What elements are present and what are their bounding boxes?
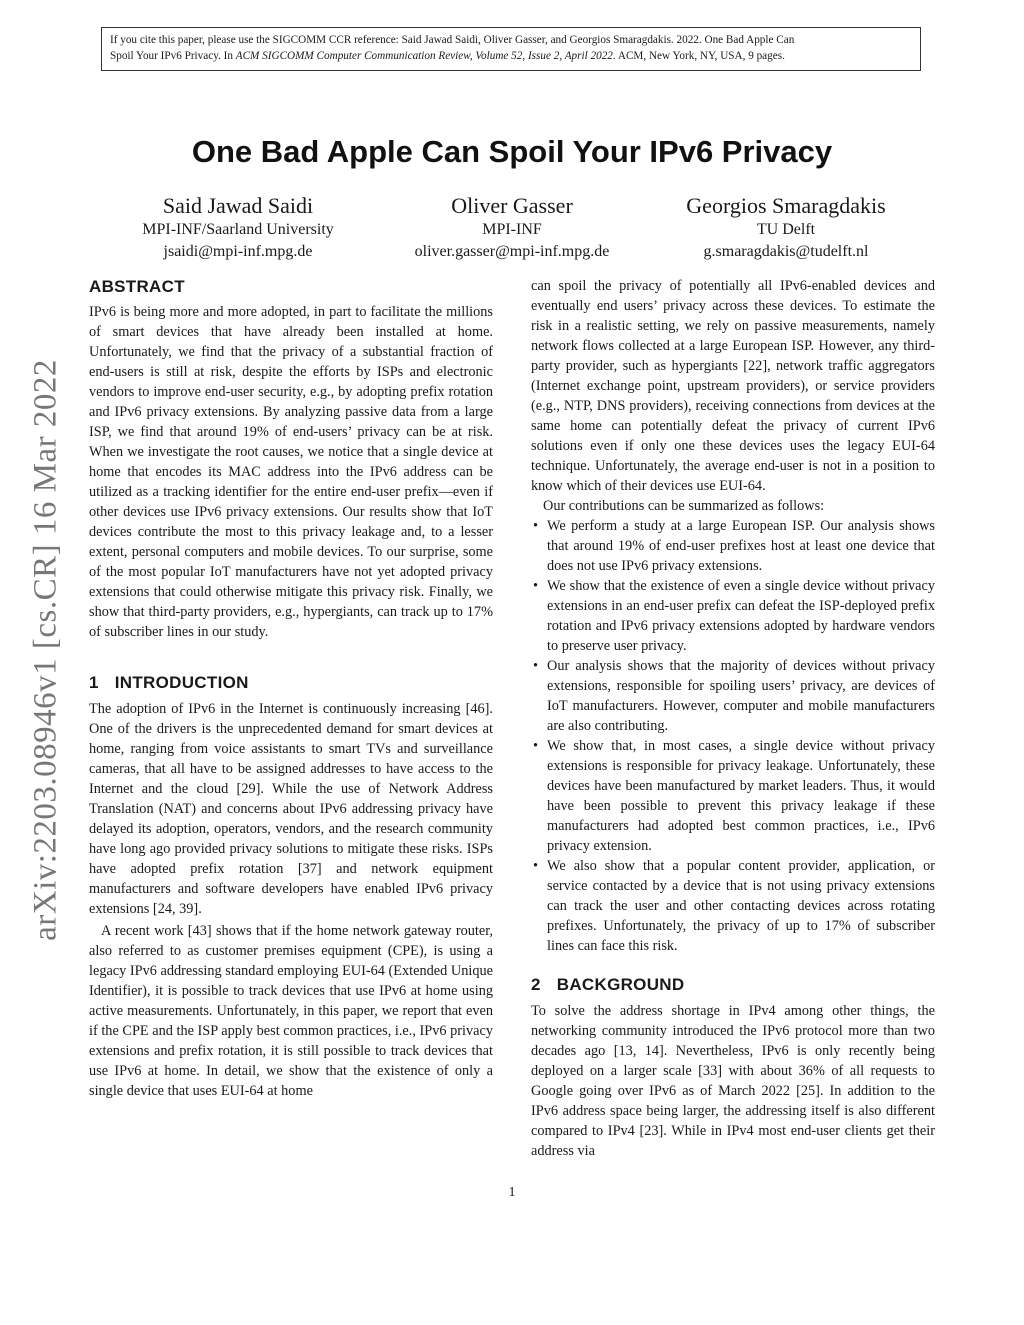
- intro-paragraph-1: The adoption of IPv6 in the Internet is continuously increasing [46]. One of the drivers is the unprecedented demand for smart devices at home, ranging from voice assistants to smart TVs and surveillance cameras, that all have to be assigned addresses to have access to the Internet and the cloud [29]. While the use of Network Address Translation (NAT) and concerns about IPv6 addressing privacy have delayed its adoption, operators, vendors, and the research community have long ago provided privacy solutions to mitigate these risks. ISPs have adopted prefix rotation [37] and network equipment manufacturers and software developers have enabled IPv6 privacy extensions [24, 39].: [89, 701, 493, 917]
- citation-line2-post: . ACM, New York, NY, USA, 9 pages.: [612, 50, 785, 62]
- section-title: BACKGROUND: [556, 975, 685, 994]
- author-email: jsaidi@mpi-inf.mpg.de: [163, 243, 313, 260]
- section-number: 2: [531, 975, 541, 994]
- intro-paragraph-2-continued: can spoil the privacy of potentially all IPv6-enabled devices and eventually end users’ privacy across these devices. To estimate the risk in a realistic setting, we rely on passive measurements, namely network flows collected at a large European ISP. However, any third-party provider, such as hypergiants [22], network traffic aggregators (Internet exchange point, upstream providers), or service providers (e.g., NTP, DNS providers), receiving connections from devices at the same home can potentially defeat the privacy of current IPv6 solutions even if only one these devices uses the legacy EUI-64 technique. Unfortunately, the average end-user is not in a position to know which of their devices use EUI-64.: [531, 278, 935, 494]
- author-block-2: [362, 193, 662, 263]
- paper-title: One Bad Apple Can Spoil Your IPv6 Privacy: [191, 134, 833, 169]
- section-title: INTRODUCTION: [114, 673, 249, 692]
- list-item: • Our analysis shows that the majority of devices without privacy extensions, responsible for spoiling users’ privacy, are devices of IoT manufacturers. However, computer and mobile manufacturers are also contributing.: [533, 658, 935, 734]
- right-column: [531, 276, 935, 1161]
- contributions-intro: Our contributions can be summarized as follows:: [543, 498, 825, 514]
- author-email: g.smaragdakis@tudelft.nl: [703, 243, 869, 260]
- arxiv-stamp: arXiv:2203.08946v1 [cs.CR] 16 Mar 2022: [27, 359, 64, 941]
- contributions-list: [531, 516, 935, 956]
- list-item: • We show that the existence of even a single device without privacy extensions in an end-user prefix can defeat the ISP-deployed prefix rotation and IPv6 privacy extensions adopted by hardware vendors to preserve user privacy.: [533, 578, 935, 654]
- citation-line2-pre: Spoil Your IPv6 Privacy. In: [110, 50, 236, 62]
- author-affiliation: MPI-INF/Saarland University: [142, 221, 334, 238]
- page-number: 1: [508, 1185, 516, 1200]
- introduction-heading: [89, 672, 493, 694]
- section-number: 1: [89, 673, 99, 692]
- abstract-heading: ABSTRACT: [89, 277, 185, 296]
- abstract-text: IPv6 is being more and more adopted, in part to facilitate the millions of smart devices that have already been installed at home. Unfortunately, we find that the privacy of a substantial fraction of end-users is still at risk, despite the efforts by ISPs and electronic vendors to improve end-user security, e.g., by adopting prefix rotation and IPv6 privacy extensions. By analyzing passive data from a large ISP, we find that around 19% of end-users’ privacy can be at risk. When we investigate the root causes, we notice that a single device at home that encodes its MAC address into the IPv6 address can be utilized as a tracking identifier for the entire end-user prefix—even if other devices use IPv6 privacy extensions. Our results show that IoT devices contribute the most to this privacy leakage and, to a lesser extent, personal computers and mobile devices. To our surprise, some of the most popular IoT manufacturers have not yet adopted privacy extensions that could otherwise mitigate this privacy risk. Finally, we show that third-party providers, e.g., hypergiants, can track up to 17% of subscriber lines in our study.: [89, 304, 493, 640]
- intro-paragraph-2: A recent work [43] shows that if the home network gateway router, also referred to as customer premises equipment (CPE), is using a legacy IPv6 addressing standard employing EUI-64 (Extended Unique Identifier), it is possible to track devices that use IPv6 at home using active measurements. Unfortunately, in this paper, we report that even if the CPE and the ISP apply best common practices, i.e., IPv6 privacy extensions and prefix rotation, it is still possible to track devices that use IPv6 at home. In detail, we show that the existence of only a single device that uses EUI-64 at home: [89, 923, 493, 1099]
- citation-box: [101, 27, 921, 71]
- author-name: Oliver Gasser: [451, 193, 573, 218]
- author-block-3: [636, 193, 936, 263]
- author-affiliation: MPI-INF: [482, 221, 542, 238]
- background-heading: [531, 974, 935, 996]
- author-affiliation: TU Delft: [756, 221, 816, 238]
- list-item: • We also show that a popular content provider, application, or service contacted by a device that is not using privacy extensions can track the user and other contacting devices across rotating prefixes. Unfortunately, the privacy of up to 17% of subscriber lines can face this risk.: [533, 858, 935, 954]
- citation-line1: If you cite this paper, please use the SIGCOMM CCR reference: Said Jawad Saidi, Oliver Gasser, and Georgios Smaragdakis. 2022. One Bad Apple Can: [110, 34, 795, 46]
- author-name: Georgios Smaragdakis: [686, 193, 886, 218]
- background-text: To solve the address shortage in IPv4 among other things, the networking community introduced the IPv6 protocol more than two decades ago [13, 14]. Nevertheless, IPv6 is only recently being deployed on a larger scale [33] with about 36% of all requests to Google going over IPv6 as of March 2022 [25]. In addition to the IPv6 address space being larger, the addressing itself is also different compared to IPv4 [23]. While in IPv4 most end-user clients get their address via: [531, 1003, 935, 1159]
- citation-venue: ACM SIGCOMM Computer Communication Review, Volume 52, Issue 2, April 2022: [235, 50, 613, 62]
- list-item: • We perform a study at a large European ISP. Our analysis shows that around 19% of end-user prefixes host at least one device that does not use IPv6 privacy extensions.: [533, 518, 935, 574]
- author-email: oliver.gasser@mpi-inf.mpg.de: [414, 243, 610, 260]
- author-name: Said Jawad Saidi: [162, 193, 314, 218]
- list-item: • We show that, in most cases, a single device without privacy extensions is responsible for privacy leakage. Unfortunately, these devices have been manufactured by market leaders. Thus, it would have been possible to prevent this privacy leakage if these manufacturers had adopted best common practices, i.e., IPv6 privacy extension.: [533, 738, 935, 854]
- left-column: [89, 276, 493, 1101]
- author-block-1: [88, 193, 388, 263]
